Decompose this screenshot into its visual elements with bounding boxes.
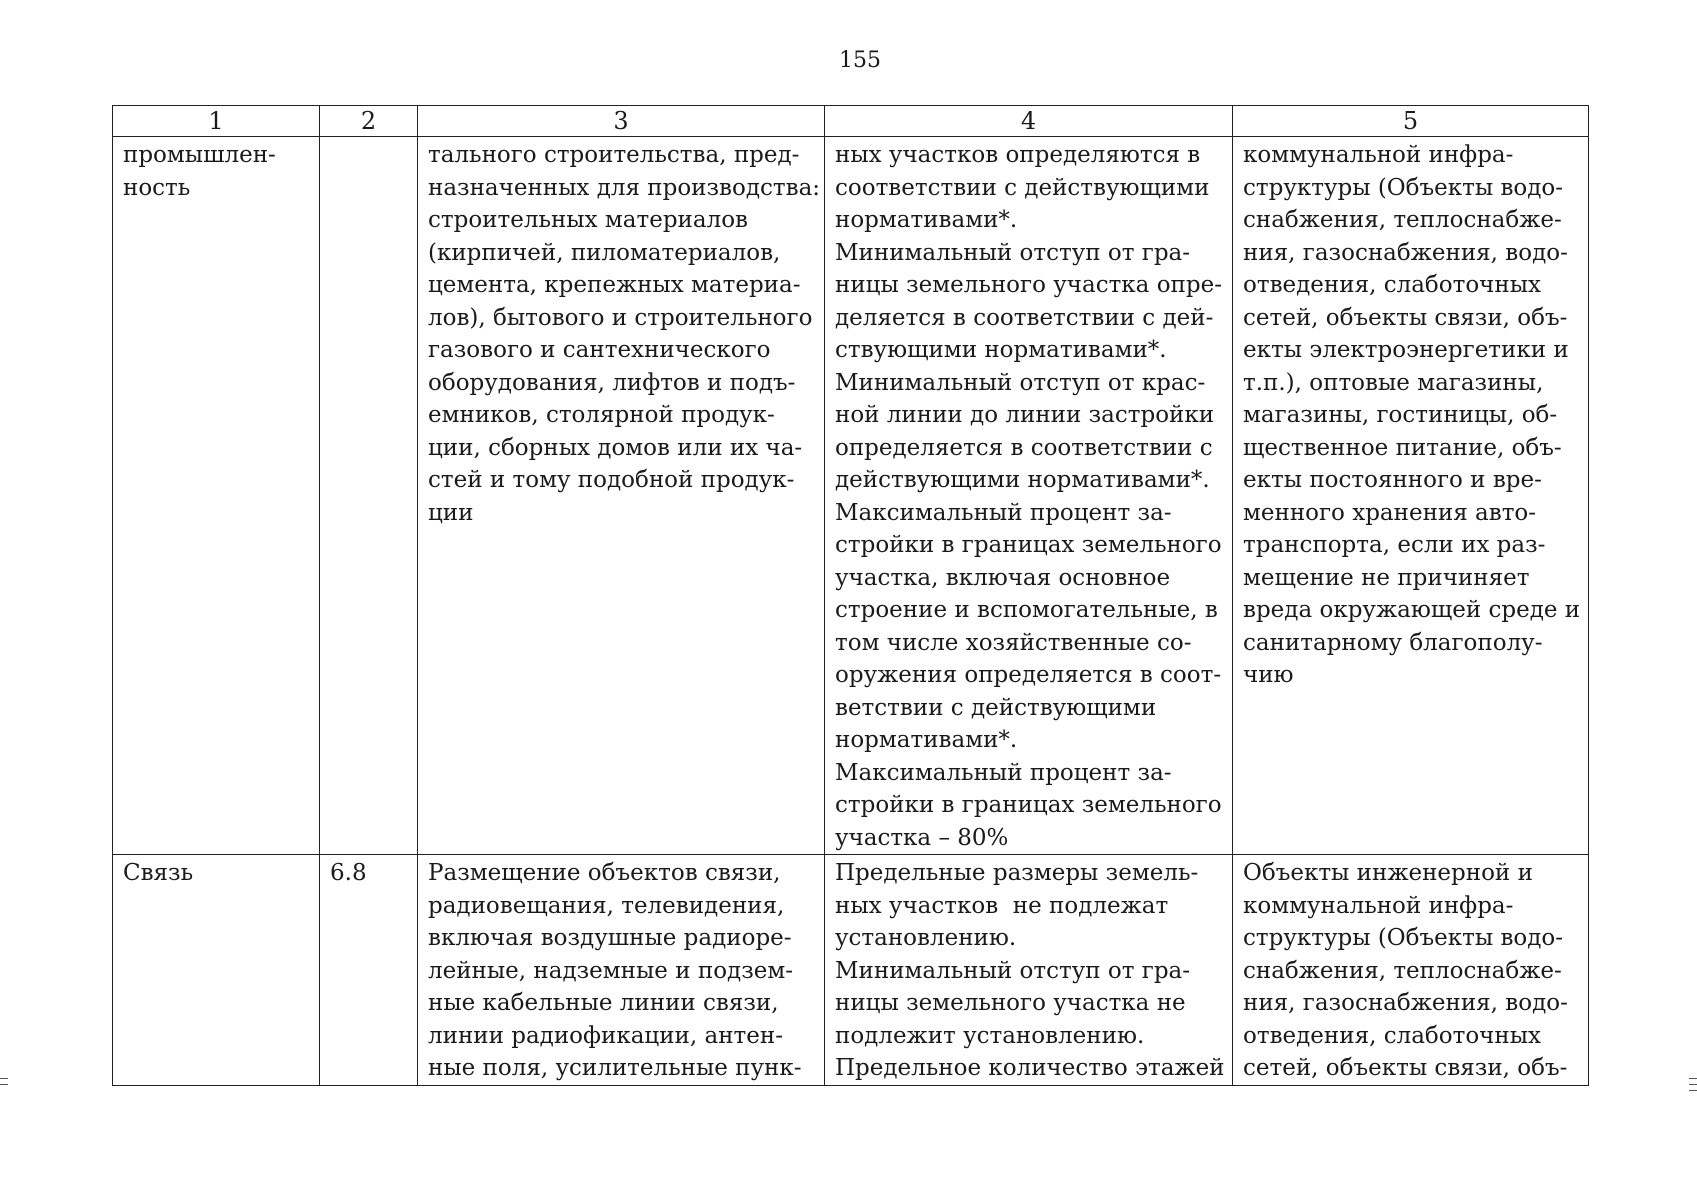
cell-text-line: транспорта, если их раз-	[1243, 532, 1546, 558]
right-edge-mark	[1689, 1078, 1697, 1079]
cell-text-line: менного хранения авто-	[1243, 499, 1537, 526]
cell-text-line: строение и вспомогательные, в	[835, 597, 1218, 623]
left-edge-mark	[0, 1078, 8, 1079]
cell-text-line: ветствии с действующими	[835, 694, 1157, 721]
cell-text-line: сетей, объекты связи, объ-	[1243, 1055, 1568, 1081]
cell-text-line: вреда окружающей среде и	[1243, 597, 1581, 623]
cell-text-line: лов), бытового и строительного	[428, 304, 813, 331]
cell-text-line: ность	[123, 174, 191, 201]
cell-text-line: екты постоянного и вре-	[1243, 467, 1542, 493]
cell-text-line: определяется в соответствии с	[835, 434, 1213, 461]
cell-text-line: включая воздушные радиоре-	[428, 925, 792, 951]
cell-text-line: емников, столярной продук-	[428, 402, 775, 428]
page-number: 155	[839, 48, 881, 73]
cell-text-line: Предельное количество этажей	[835, 1055, 1225, 1081]
column-header-5: 5	[1233, 106, 1589, 137]
cell-text-line: ные кабельные линии связи,	[428, 990, 779, 1016]
left-edge-mark	[0, 1084, 8, 1085]
cell-text-line: лейные, надземные и подзем-	[428, 957, 794, 984]
cell-text-line: стей и тому подобной продук-	[428, 467, 795, 493]
cell-text-line: 6.8	[330, 860, 367, 886]
regulations-table-container	[112, 105, 1589, 1086]
cell-text-line: коммунальной инфра-	[1243, 892, 1514, 919]
parameters-cell	[825, 137, 1233, 855]
cell-text-line: снабжения, теплоснабже-	[1243, 207, 1562, 233]
cell-text-line: стройки в границах земельного	[835, 792, 1222, 818]
cell-text-line: тального строительства, пред-	[428, 142, 800, 168]
cell-text-line: цемента, крепежных материа-	[428, 272, 801, 298]
cell-text-line: снабжения, теплоснабже-	[1243, 957, 1562, 984]
cell-text-line: мещение не причиняет	[1243, 564, 1530, 591]
cell-text-line: установлению.	[835, 925, 1017, 951]
table-row	[113, 855, 1589, 1086]
cell-text-line: назначенных для производства:	[428, 174, 821, 201]
cell-text-line: Объекты инженерной и	[1243, 860, 1533, 886]
cell-text-line: санитарному благополу-	[1243, 629, 1543, 656]
auxiliary-uses-cell	[1233, 137, 1589, 855]
cell-text-line: действующими нормативами*.	[835, 467, 1210, 493]
cell-text-line: ницы земельного участка не	[835, 990, 1186, 1016]
cell-text-line: екты электроэнергетики и	[1243, 337, 1569, 363]
cell-text-line: ных участков определяются в	[835, 142, 1201, 168]
cell-text-line: ции, сборных домов или их ча-	[428, 434, 803, 461]
cell-text-line: структуры (Объекты водо-	[1243, 925, 1564, 951]
cell-text-line: Предельные размеры земель-	[835, 860, 1199, 886]
cell-text-line: ные поля, усилительные пунк-	[428, 1055, 802, 1081]
cell-text-line: (кирпичей, пиломатериалов,	[428, 239, 781, 266]
cell-text-line: ной линии до линии застройки	[835, 402, 1215, 428]
parameters-cell	[825, 855, 1233, 1086]
cell-text-line: ницы земельного участка опре-	[835, 272, 1222, 298]
cell-text-line: Максимальный процент за-	[835, 759, 1172, 786]
cell-text-line: строительных материалов	[428, 207, 749, 233]
use-description-cell	[418, 855, 825, 1086]
cell-text-line: Связь	[123, 860, 194, 886]
cell-text-line: стройки в границах земельного	[835, 532, 1222, 558]
cell-text-line: ции	[428, 499, 474, 526]
cell-text-line: отведения, слаботочных	[1243, 1022, 1541, 1049]
use-description-cell	[418, 137, 825, 855]
column-header-3: 3	[418, 106, 825, 137]
right-edge-mark	[1689, 1090, 1697, 1091]
cell-text-line: ния, газоснабжения, водо-	[1243, 990, 1568, 1016]
table-row	[113, 137, 1589, 855]
cell-text-line: коммунальной инфра-	[1243, 142, 1514, 168]
column-header-1: 1	[113, 106, 320, 137]
cell-text-line: отведения, слаботочных	[1243, 272, 1541, 298]
cell-text-line: сетей, объекты связи, объ-	[1243, 304, 1568, 331]
use-code-cell	[320, 137, 418, 855]
cell-text-line: подлежит установлению.	[835, 1022, 1145, 1049]
cell-text-line: промышлен-	[123, 142, 276, 168]
cell-text-line: нормативами*.	[835, 727, 1018, 753]
cell-text-line: т.п.), оптовые магазины,	[1243, 369, 1544, 396]
cell-text-line: участка, включая основное	[835, 564, 1171, 591]
cell-text-line: соответствии с действующими	[835, 174, 1210, 201]
use-code-cell	[320, 855, 418, 1086]
auxiliary-uses-cell	[1233, 855, 1589, 1086]
use-type-cell	[113, 137, 320, 855]
cell-text-line: оружения определяется в соот-	[835, 662, 1222, 688]
cell-text-line: газового и сантехнического	[428, 337, 771, 363]
cell-text-line: ных участков не подлежат	[835, 892, 1169, 919]
column-header-2: 2	[320, 106, 418, 137]
cell-text-line: том числе хозяйственные со-	[835, 629, 1192, 656]
cell-text-line: Минимальный отступ от гра-	[835, 239, 1191, 266]
cell-text-line: структуры (Объекты водо-	[1243, 174, 1564, 201]
cell-text-line: нормативами*.	[835, 207, 1018, 233]
cell-text-line: Минимальный отступ от крас-	[835, 369, 1206, 396]
cell-text-line: ствующими нормативами*.	[835, 337, 1167, 363]
regulations-table	[112, 105, 1589, 1086]
cell-text-line: линии радиофикации, антен-	[428, 1022, 783, 1049]
cell-text-line: ния, газоснабжения, водо-	[1243, 239, 1568, 266]
use-type-cell	[113, 855, 320, 1086]
cell-text-line: Максимальный процент за-	[835, 499, 1172, 526]
cell-text-line: участка – 80%	[835, 824, 1009, 851]
table-header-row	[113, 106, 1589, 137]
cell-text-line: Минимальный отступ от гра-	[835, 957, 1191, 984]
cell-text-line: оборудования, лифтов и подъ-	[428, 369, 796, 396]
column-header-4: 4	[825, 106, 1233, 137]
cell-text-line: щественное питание, объ-	[1243, 434, 1562, 461]
cell-text-line: радиовещания, телевидения,	[428, 892, 785, 919]
cell-text-line: деляется в соответствии с дей-	[835, 304, 1214, 331]
cell-text-line: чию	[1243, 662, 1294, 688]
right-edge-mark	[1689, 1084, 1697, 1085]
cell-text-line: магазины, гостиницы, об-	[1243, 402, 1558, 428]
cell-text-line: Размещение объектов связи,	[428, 860, 781, 886]
